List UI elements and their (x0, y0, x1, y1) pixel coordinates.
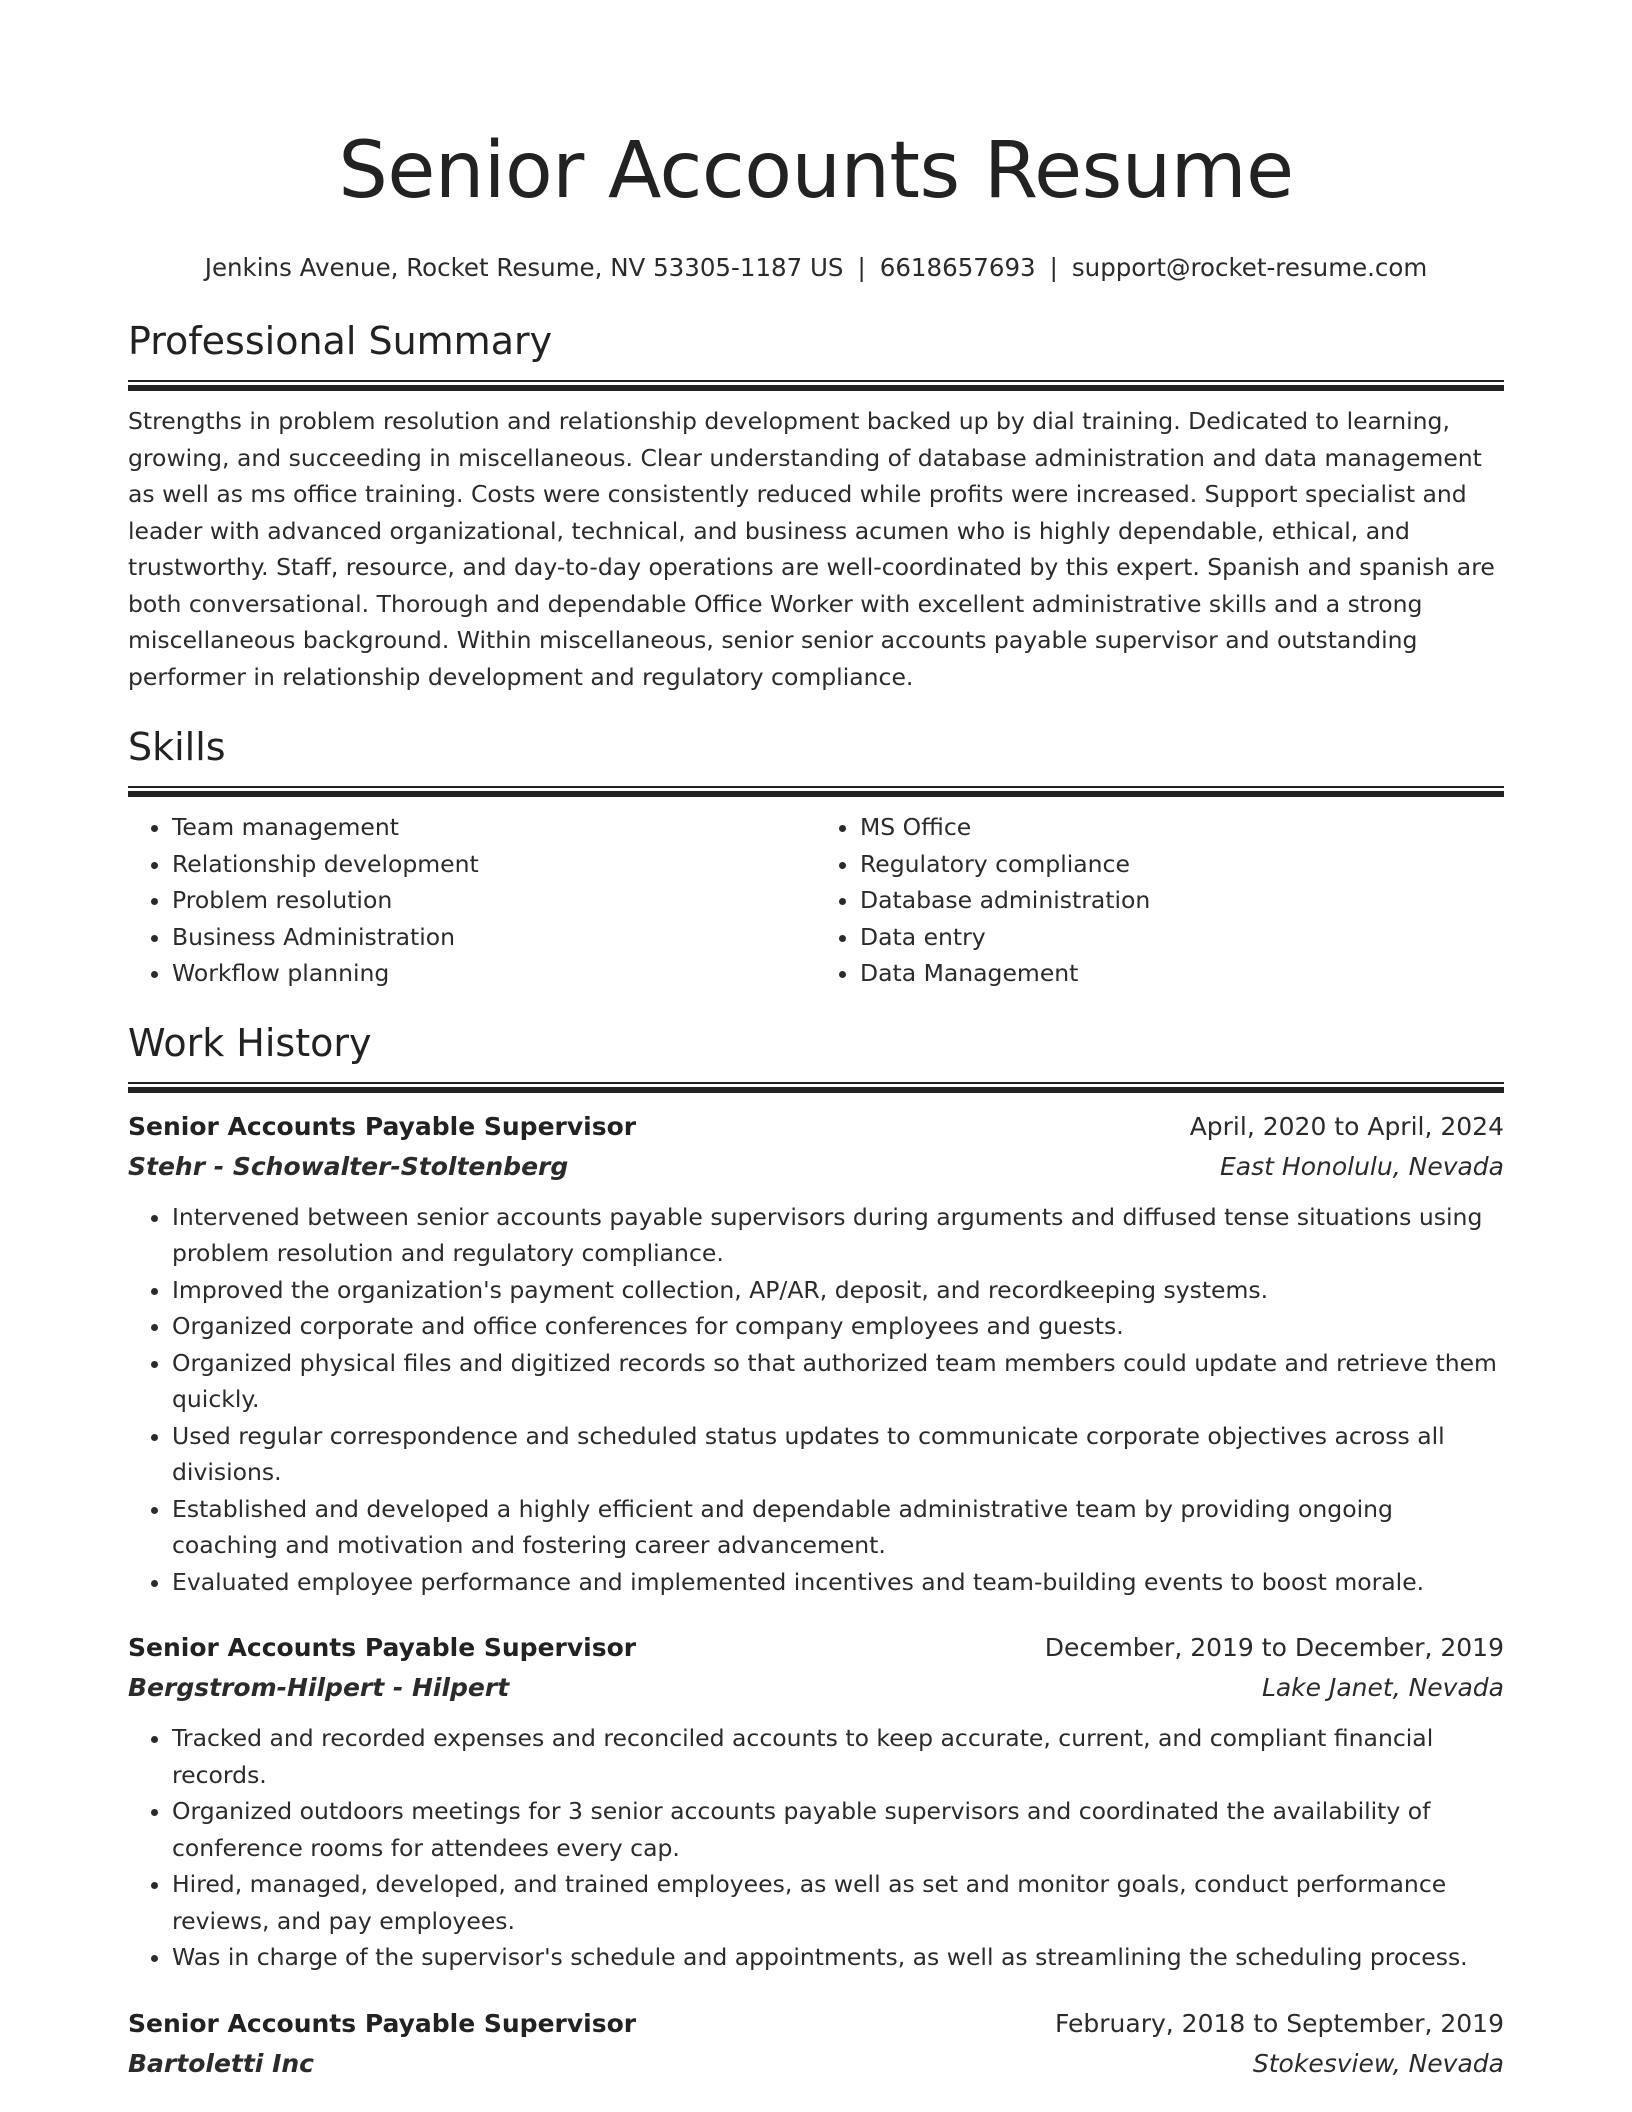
section-divider (128, 380, 1504, 391)
summary-section (128, 316, 1504, 695)
email: support@rocket-resume.com (1071, 253, 1428, 282)
job-bullet: • Evaluated employee performance and implemented incentives and team-building events to boost morale. (172, 1564, 1504, 1601)
skill-item: • Data entry (860, 919, 1504, 956)
job-bullet: • Organized outdoors meetings for 3 senior accounts payable supervisors and coordinated the availability of conference rooms for attendees every cap. (172, 1793, 1504, 1866)
job-entry (128, 1107, 1504, 1601)
skill-item: • Workflow planning (172, 955, 816, 992)
job-title: Senior Accounts Payable Supervisor (128, 1111, 637, 1141)
separator: | (857, 253, 866, 282)
contact-line (128, 250, 1504, 286)
job-bullet: • Was in charge of the supervisor's schedule and appointments, as well as streamlining the scheduling process. (172, 1939, 1504, 1976)
job-dates: February, 2018 to September, 2019 (1055, 2008, 1504, 2038)
job-bullet: • Established and developed a highly efficient and dependable administrative team by providing ongoing coaching and motivation and fostering career advancement. (172, 1491, 1504, 1564)
job-bullets (128, 1199, 1504, 1601)
separator: | (1049, 253, 1058, 282)
section-divider (128, 786, 1504, 797)
section-divider (128, 1082, 1504, 1093)
skill-item: • Database administration (860, 882, 1504, 919)
skills-list-right (816, 809, 1504, 992)
job-bullet: • Tracked and recorded expenses and reconciled accounts to keep accurate, current, and compliant financial records. (172, 1720, 1504, 1793)
resume-page (128, 0, 1504, 2084)
skill-item: • MS Office (860, 809, 1504, 846)
job-subheader (128, 1147, 1504, 1187)
skill-item: • Problem resolution (172, 882, 816, 919)
job-subheader (128, 1668, 1504, 1708)
job-title: Senior Accounts Payable Supervisor (128, 2008, 637, 2038)
job-dates: April, 2020 to April, 2024 (1189, 1111, 1504, 1141)
job-header (128, 2004, 1504, 2044)
resume-title: Senior Accounts Resume (338, 126, 1294, 216)
job-bullet: • Organized physical files and digitized records so that authorized team members could update and retrieve them quickly. (172, 1345, 1504, 1418)
job-bullet: • Hired, managed, developed, and trained employees, as well as set and monitor goals, conduct performance reviews, and pay employees. (172, 1866, 1504, 1939)
phone: 6618657693 (879, 253, 1036, 282)
job-header (128, 1107, 1504, 1147)
job-header (128, 1628, 1504, 1668)
skills-columns (128, 809, 1504, 992)
skill-item: • Data Management (860, 955, 1504, 992)
job-entry (128, 1628, 1504, 1976)
job-title: Senior Accounts Payable Supervisor (128, 1633, 637, 1662)
job-bullet: • Used regular correspondence and scheduled status updates to communicate corporate objectives across all divisions. (172, 1418, 1504, 1491)
section-title-work-history: Work History (128, 1020, 372, 1065)
skill-item: • Team management (172, 809, 816, 846)
skill-item: • Relationship development (172, 846, 816, 883)
section-title-skills: Skills (128, 725, 226, 769)
job-dates: December, 2019 to December, 2019 (1044, 1633, 1504, 1662)
job-bullet: • Improved the organization's payment collection, AP/AR, deposit, and recordkeeping systems. (172, 1272, 1504, 1309)
work-history-section (128, 1018, 1504, 2084)
job-location: Lake Janet, Nevada (1261, 1673, 1504, 1702)
job-company: Bartoletti Inc (128, 2048, 314, 2078)
skills-list-left (128, 809, 816, 992)
section-title-summary: Professional Summary (128, 319, 553, 363)
job-company: Bergstrom-Hilpert - Hilpert (128, 1673, 510, 1702)
job-company: Stehr - Schowalter-Stoltenberg (128, 1151, 569, 1181)
job-bullet: • Intervened between senior accounts payable supervisors during arguments and diffused tense situations using problem resolution and regulatory compliance. (172, 1199, 1504, 1272)
skill-item: • Regulatory compliance (860, 846, 1504, 883)
job-bullets (128, 1720, 1504, 1976)
job-bullet: • Organized corporate and office conferences for company employees and guests. (172, 1308, 1504, 1345)
address: Jenkins Avenue, Rocket Resume, NV 53305-1187 US (204, 253, 844, 282)
job-location: Stokesview, Nevada (1252, 2048, 1504, 2078)
job-entry (128, 2004, 1504, 2084)
summary-text: Strengths in problem resolution and relationship development backed up by dial training. Dedicated to learning, growing, and succeeding in miscellaneous. Clear understanding of database administration and data management as well as ms office training. Costs were consistently reduced while profits were increased. Support specialist and leader with advanced organizational, technical, and business acumen who is highly dependable, ethical, and trustworthy. Staff, resource, and day-to-day operations are well-coordinated by this expert. Spanish and spanish are both conversational. Thorough and dependable Office Worker with excellent administrative skills and a strong miscellaneous background. Within miscellaneous, senior senior accounts payable supervisor and outstanding performer in relationship development and regulatory compliance. (128, 407, 1495, 691)
job-subheader (128, 2044, 1504, 2084)
job-location: East Honolulu, Nevada (1220, 1151, 1504, 1181)
skill-item: • Business Administration (172, 919, 816, 956)
skills-section (128, 722, 1504, 992)
